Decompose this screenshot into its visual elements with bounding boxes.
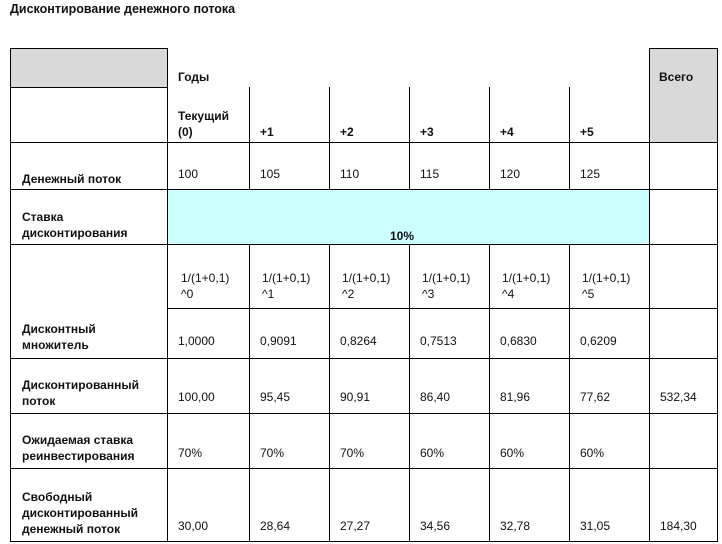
grid-line bbox=[10, 413, 717, 414]
grid-line bbox=[489, 244, 490, 542]
total-header-cell bbox=[649, 48, 717, 142]
rate-value: 10% bbox=[390, 229, 415, 243]
period-header: +3 bbox=[420, 125, 434, 139]
cell-value: 0,6209 bbox=[580, 334, 617, 348]
cell-value: 34,56 bbox=[420, 519, 451, 533]
cell-value: 0,8264 bbox=[340, 334, 377, 348]
cell-value: 60% bbox=[500, 446, 525, 460]
grid-line bbox=[649, 48, 650, 542]
grid-line bbox=[717, 48, 718, 542]
grid-line bbox=[569, 244, 570, 542]
cell-value: 70% bbox=[178, 446, 203, 460]
cell-value: 1,0000 bbox=[178, 334, 215, 348]
total-value: 532,34 bbox=[660, 390, 697, 404]
cell-value: 60% bbox=[420, 446, 445, 460]
grid-line bbox=[10, 48, 11, 542]
top-left-header-cell bbox=[10, 48, 167, 87]
cell-value: 28,64 bbox=[260, 519, 291, 533]
grid-line bbox=[409, 244, 410, 542]
period-header: +1 bbox=[260, 125, 274, 139]
grid-line bbox=[10, 358, 717, 359]
grid-line bbox=[10, 142, 717, 143]
row-label: Дисконтный множитель bbox=[22, 322, 96, 352]
cell-value: 100,00 bbox=[178, 390, 215, 404]
years-header: Годы bbox=[178, 70, 210, 84]
cell-value: 105 bbox=[260, 167, 281, 181]
grid-line bbox=[249, 87, 250, 190]
grid-line bbox=[10, 244, 717, 245]
row-label: Дисконтированный поток bbox=[22, 378, 139, 408]
grid-line bbox=[329, 244, 330, 542]
cell-value: 120 bbox=[500, 167, 521, 181]
row-label: Денежный поток bbox=[22, 172, 122, 186]
formula-cell: 1/(1+0,1) ^1 bbox=[262, 271, 311, 301]
grid-line bbox=[569, 87, 570, 190]
period-header: +2 bbox=[340, 125, 354, 139]
cell-value: 0,6830 bbox=[500, 334, 537, 348]
cell-value: 32,78 bbox=[500, 519, 531, 533]
cell-value: 70% bbox=[340, 446, 365, 460]
formula-cell: 1/(1+0,1) ^3 bbox=[422, 271, 471, 301]
formula-cell: 1/(1+0,1) ^2 bbox=[342, 271, 391, 301]
period-header: Текущий (0) bbox=[178, 109, 229, 139]
grid-line bbox=[10, 189, 717, 190]
cell-value: 60% bbox=[580, 446, 605, 460]
grid-line bbox=[10, 48, 167, 49]
cell-value: 115 bbox=[420, 167, 440, 181]
cell-value: 0,9091 bbox=[260, 334, 297, 348]
grid-line bbox=[10, 468, 717, 469]
grid-line bbox=[489, 87, 490, 190]
cell-value: 0,7513 bbox=[420, 334, 457, 348]
cell-value: 86,40 bbox=[420, 390, 451, 404]
document-title: Дисконтирование денежного потока bbox=[10, 2, 236, 16]
cell-value: 31,05 bbox=[580, 519, 611, 533]
cell-value: 90,91 bbox=[340, 390, 371, 404]
cell-value: 70% bbox=[260, 446, 285, 460]
period-header: +4 bbox=[500, 125, 514, 139]
grid-line bbox=[329, 87, 330, 190]
cell-value: 30,00 bbox=[178, 519, 209, 533]
grid-line bbox=[167, 48, 168, 542]
cell-value: 77,62 bbox=[580, 390, 611, 404]
cell-value: 110 bbox=[340, 167, 360, 181]
row-label: Ожидаемая ставка реинвестирования bbox=[22, 433, 135, 463]
formula-cell: 1/(1+0,1) ^4 bbox=[502, 271, 551, 301]
grid-line bbox=[10, 87, 167, 88]
row-label: Ставка дисконтирования bbox=[22, 210, 128, 240]
total-header: Всего bbox=[659, 70, 694, 84]
grid-line bbox=[409, 87, 410, 190]
grid-line bbox=[249, 244, 250, 542]
row-label: Свободный дисконтированный денежный поток bbox=[22, 490, 139, 536]
formula-cell: 1/(1+0,1) ^5 bbox=[582, 271, 631, 301]
cell-value: 95,45 bbox=[260, 390, 291, 404]
grid-line bbox=[649, 48, 717, 49]
formula-cell: 1/(1+0,1) ^0 bbox=[181, 271, 230, 301]
cell-value: 81,96 bbox=[500, 390, 531, 404]
grid-line bbox=[10, 541, 717, 542]
cell-value: 125 bbox=[580, 167, 601, 181]
total-value: 184,30 bbox=[660, 519, 697, 533]
cell-value: 27,27 bbox=[340, 519, 371, 533]
cell-value: 100 bbox=[178, 167, 199, 181]
period-header: +5 bbox=[580, 125, 594, 139]
